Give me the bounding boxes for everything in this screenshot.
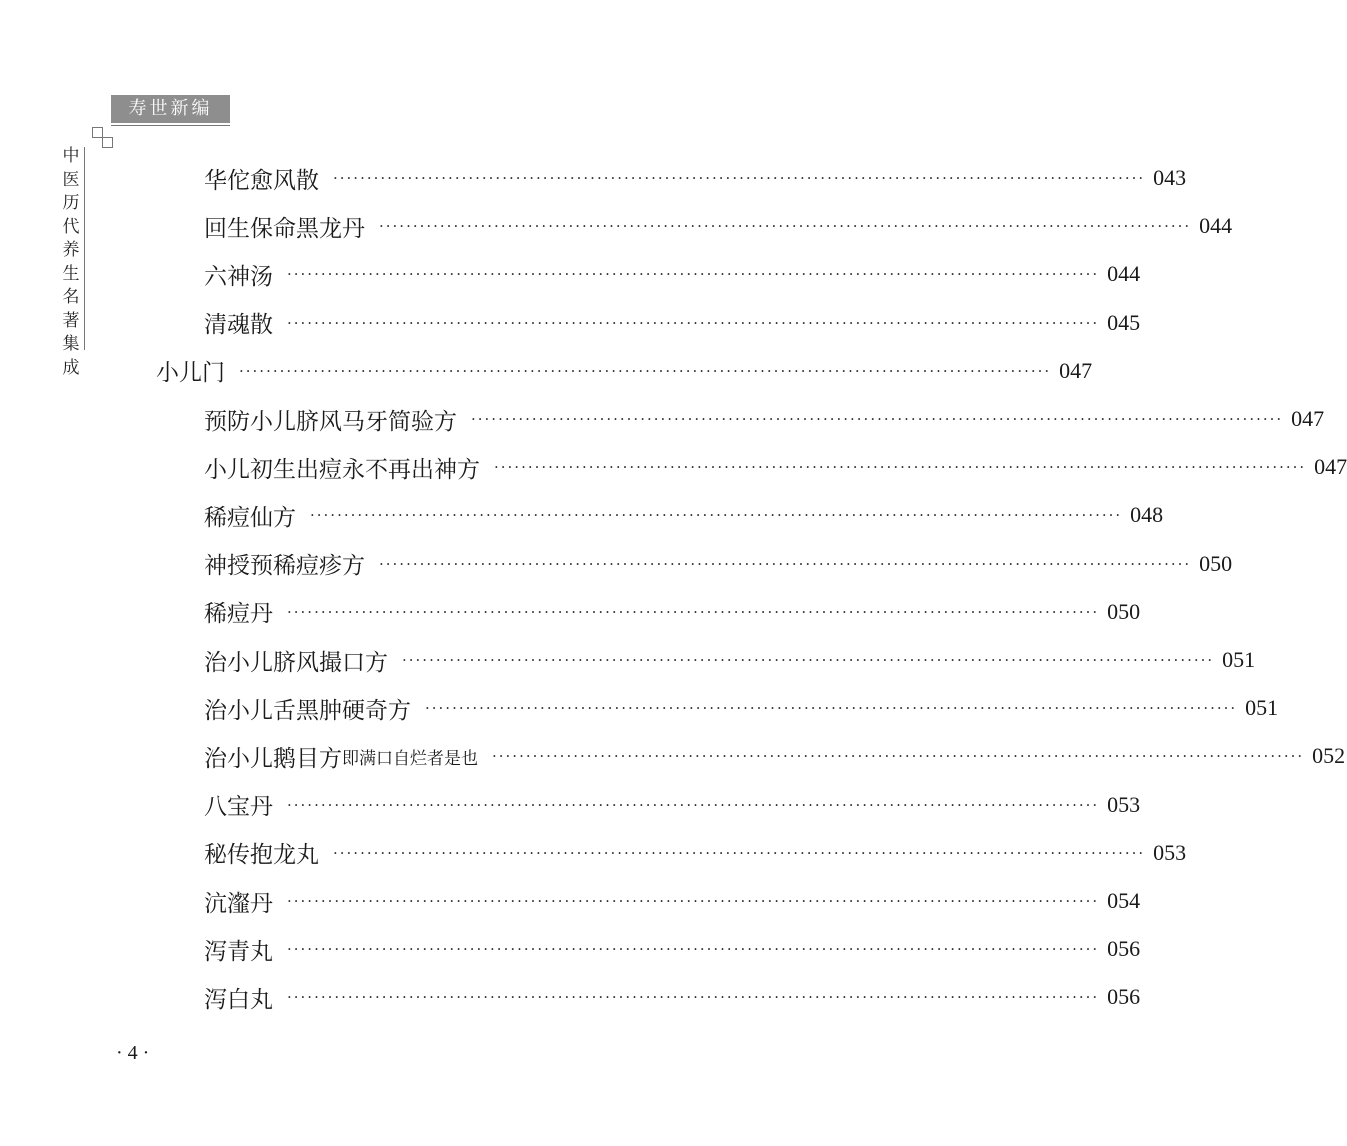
dot-leader: ························································································································ (379, 554, 1192, 573)
toc-entry[interactable] (204, 736, 1346, 776)
toc-entry[interactable] (204, 881, 1141, 921)
toc-entry[interactable] (204, 399, 1325, 439)
series-title-char: 养 (62, 240, 80, 260)
dot-leader: ························································································································ (239, 361, 1052, 380)
toc-entry-title: 小儿初生出痘永不再出神方 (204, 456, 480, 483)
dot-leader: ························································································································ (310, 506, 1123, 525)
toc-entry[interactable] (204, 929, 1141, 969)
toc-entry-title: 回生保命黑龙丹 (204, 215, 365, 242)
dot-leader: ························································································································ (492, 747, 1305, 766)
toc-entry-page: 050 (1199, 550, 1233, 576)
toc-entry-page: 050 (1107, 598, 1141, 624)
toc-entry-page: 051 (1222, 647, 1256, 672)
toc-entry[interactable] (204, 592, 1141, 632)
toc-entry-page: 051 (1245, 695, 1279, 721)
toc-entry-title: 预防小儿脐风马牙简验方 (204, 408, 457, 435)
toc-entry-page: 053 (1153, 839, 1187, 865)
toc-entry[interactable] (204, 447, 1347, 487)
series-title-char: 名 (62, 287, 80, 307)
series-title-char: 代 (62, 216, 80, 237)
toc-entry-title: 治小儿鹅目方 (204, 745, 342, 772)
toc-entry[interactable] (204, 833, 1187, 873)
dot-leader: ························································································································ (287, 313, 1100, 332)
dot-leader: ························································································································ (287, 795, 1100, 814)
toc-entry-title: 八宝丹 (204, 794, 273, 821)
toc-entry-note: 即满口自烂者是也 (342, 748, 478, 769)
dot-leader: ························································································································ (425, 699, 1238, 718)
toc-entry-page: 045 (1107, 309, 1141, 335)
page-number: · 4 · (116, 1042, 150, 1064)
toc-entry-title: 泻青丸 (204, 938, 273, 965)
toc-entry-page: 048 (1130, 502, 1164, 528)
series-title-char: 生 (62, 263, 80, 284)
toc-entry-title: 治小儿舌黑肿硬奇方 (204, 697, 411, 724)
series-title-char: 成 (62, 357, 80, 378)
dot-leader: ························································································································ (287, 602, 1100, 621)
toc-entry-page: 056 (1107, 936, 1141, 962)
dot-leader: ························································································································ (287, 940, 1100, 959)
header-rule (111, 125, 230, 126)
dot-leader: ························································································································ (287, 892, 1100, 910)
toc-entry-page: 047 (1291, 406, 1325, 431)
toc-entry[interactable] (204, 785, 1141, 825)
corner-ornament (102, 137, 113, 148)
dot-leader: ························································································································ (333, 169, 1146, 187)
dot-leader: ························································································································ (402, 651, 1215, 669)
toc-entry-page: 054 (1107, 888, 1141, 913)
dot-leader: ························································································································ (471, 410, 1284, 428)
series-title (60, 145, 82, 380)
toc-entry-title: 小儿门 (156, 360, 225, 387)
toc-entry-title: 秘传抱龙丸 (204, 842, 319, 869)
toc-entry[interactable] (204, 495, 1164, 535)
toc-entry[interactable] (204, 977, 1141, 1017)
dot-leader: ························································································································ (494, 458, 1307, 477)
toc-entry[interactable] (204, 303, 1141, 343)
toc-entry-page: 047 (1314, 454, 1347, 480)
side-rule (84, 147, 85, 350)
toc-entry-title: 稀痘丹 (204, 601, 273, 628)
toc-entry-page: 044 (1199, 213, 1233, 239)
dot-leader: ························································································································ (333, 843, 1146, 862)
toc-entry[interactable] (156, 351, 1093, 391)
toc-entry-title: 治小儿脐风撮口方 (204, 649, 388, 676)
toc-entry-title: 华佗愈风散 (204, 167, 319, 194)
toc-entry-page: 056 (1107, 984, 1141, 1010)
series-title-char: 著 (62, 310, 80, 331)
series-title-char: 历 (62, 193, 80, 213)
toc-entry[interactable] (204, 640, 1256, 680)
toc-entry-title: 泻白丸 (204, 986, 273, 1013)
toc-entry-page: 043 (1153, 165, 1187, 190)
toc-entry[interactable] (204, 206, 1233, 246)
toc-entry[interactable] (204, 688, 1279, 728)
series-title-char: 集 (62, 334, 80, 354)
series-title-char: 中 (62, 146, 80, 166)
header-tab: 寿世新编 (111, 95, 230, 123)
toc-entry-page: 047 (1059, 357, 1093, 383)
toc-entry-title: 六神汤 (204, 263, 273, 290)
toc-entry-page: 052 (1312, 743, 1346, 769)
toc-entry-title: 稀痘仙方 (204, 504, 296, 531)
toc-entry[interactable] (204, 254, 1141, 294)
dot-leader: ························································································································ (379, 217, 1192, 236)
toc-entry[interactable] (204, 158, 1187, 198)
series-title-char: 医 (62, 169, 80, 190)
toc-entry-title: 沆瀣丹 (204, 890, 273, 917)
dot-leader: ························································································································ (287, 265, 1100, 284)
dot-leader: ························································································································ (287, 988, 1100, 1007)
toc-entry-page: 044 (1107, 261, 1141, 287)
toc-entry[interactable] (204, 544, 1233, 584)
toc-entry-page: 053 (1107, 791, 1141, 817)
toc-entry-title: 清魂散 (204, 312, 273, 339)
toc-entry-title: 神授预稀痘疹方 (204, 553, 365, 580)
